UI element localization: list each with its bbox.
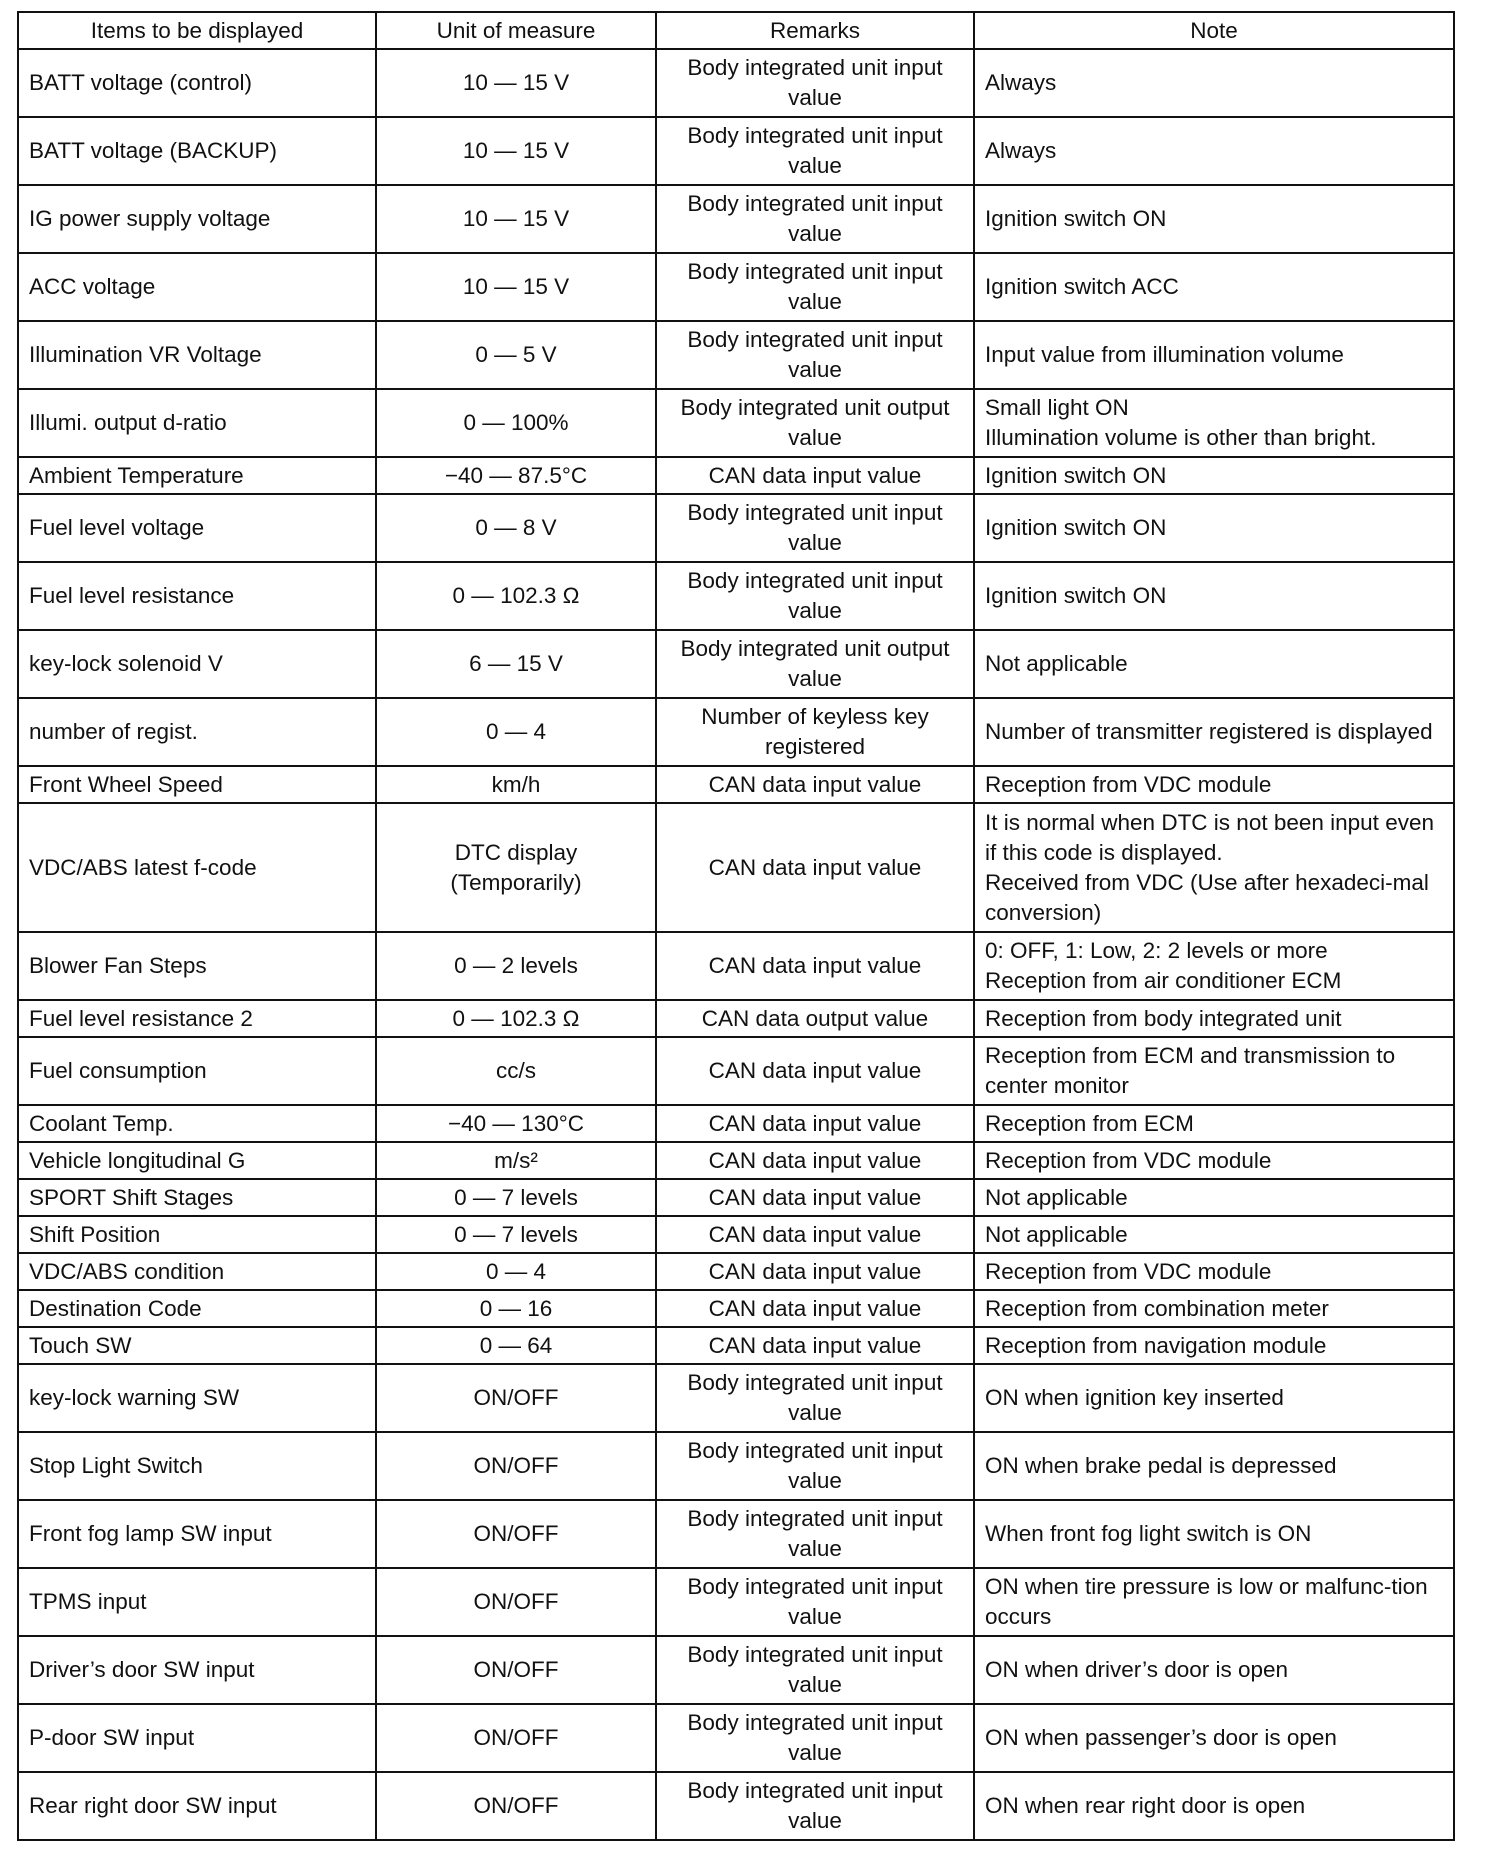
item-cell: Fuel consumption [18, 1037, 376, 1105]
note-cell: Reception from VDC module [974, 1142, 1454, 1179]
note-cell: ON when tire pressure is low or malfunc-tion occurs [974, 1568, 1454, 1636]
note-cell: Reception from body integrated unit [974, 1000, 1454, 1037]
item-cell: Stop Light Switch [18, 1432, 376, 1500]
note-cell: 0: OFF, 1: Low, 2: 2 levels or more Reception from air conditioner ECM [974, 932, 1454, 1000]
unit-cell: 0 — 4 [376, 698, 656, 766]
unit-cell: km/h [376, 766, 656, 803]
item-cell: Destination Code [18, 1290, 376, 1327]
item-cell: Front Wheel Speed [18, 766, 376, 803]
item-cell: Blower Fan Steps [18, 932, 376, 1000]
table-row [18, 1568, 1454, 1636]
note-cell: Reception from combination meter [974, 1290, 1454, 1327]
remarks-cell: Body integrated unit input value [656, 117, 974, 185]
item-cell: Fuel level voltage [18, 494, 376, 562]
item-cell: IG power supply voltage [18, 185, 376, 253]
item-cell: BATT voltage (control) [18, 49, 376, 117]
note-cell: ON when driver’s door is open [974, 1636, 1454, 1704]
unit-cell: ON/OFF [376, 1636, 656, 1704]
unit-cell: 0 — 16 [376, 1290, 656, 1327]
note-cell: Input value from illumination volume [974, 321, 1454, 389]
table-row [18, 766, 1454, 803]
table-row [18, 1327, 1454, 1364]
remarks-cell: CAN data input value [656, 766, 974, 803]
remarks-cell: CAN data input value [656, 1327, 974, 1364]
table-row [18, 630, 1454, 698]
table-row [18, 932, 1454, 1000]
table-header-row [18, 12, 1454, 49]
table-row [18, 1290, 1454, 1327]
note-cell: Ignition switch ON [974, 494, 1454, 562]
remarks-cell: Body integrated unit input value [656, 1636, 974, 1704]
note-cell: Ignition switch ACC [974, 253, 1454, 321]
table-row [18, 562, 1454, 630]
unit-cell: 0 — 2 levels [376, 932, 656, 1000]
note-cell: Not applicable [974, 1179, 1454, 1216]
remarks-cell: Body integrated unit input value [656, 1568, 974, 1636]
remarks-cell: Body integrated unit input value [656, 1432, 974, 1500]
unit-cell: 0 — 8 V [376, 494, 656, 562]
header-remarks: Remarks [656, 12, 974, 49]
item-cell: VDC/ABS condition [18, 1253, 376, 1290]
table-row [18, 457, 1454, 494]
table-row [18, 1772, 1454, 1840]
unit-cell: 0 — 4 [376, 1253, 656, 1290]
remarks-cell: Body integrated unit output value [656, 630, 974, 698]
unit-cell: 0 — 64 [376, 1327, 656, 1364]
remarks-cell: CAN data input value [656, 457, 974, 494]
item-cell: Vehicle longitudinal G [18, 1142, 376, 1179]
unit-cell: −40 — 87.5°C [376, 457, 656, 494]
note-cell: Reception from VDC module [974, 766, 1454, 803]
unit-cell: ON/OFF [376, 1500, 656, 1568]
note-cell: ON when ignition key inserted [974, 1364, 1454, 1432]
note-cell: Not applicable [974, 1216, 1454, 1253]
unit-cell: ON/OFF [376, 1432, 656, 1500]
note-cell: Not applicable [974, 630, 1454, 698]
item-cell: Ambient Temperature [18, 457, 376, 494]
note-cell: Ignition switch ON [974, 562, 1454, 630]
item-cell: key-lock warning SW [18, 1364, 376, 1432]
note-cell: Ignition switch ON [974, 185, 1454, 253]
item-cell: Shift Position [18, 1216, 376, 1253]
note-cell: When front fog light switch is ON [974, 1500, 1454, 1568]
table-row [18, 185, 1454, 253]
item-cell: key-lock solenoid V [18, 630, 376, 698]
remarks-cell: Body integrated unit input value [656, 1364, 974, 1432]
item-cell: Coolant Temp. [18, 1105, 376, 1142]
item-cell: ACC voltage [18, 253, 376, 321]
remarks-cell: CAN data input value [656, 932, 974, 1000]
remarks-cell: Body integrated unit input value [656, 1772, 974, 1840]
table-row [18, 1432, 1454, 1500]
unit-cell: 10 — 15 V [376, 253, 656, 321]
table-row [18, 1704, 1454, 1772]
remarks-cell: Body integrated unit input value [656, 185, 974, 253]
remarks-cell: CAN data output value [656, 1000, 974, 1037]
item-cell: VDC/ABS latest f-code [18, 803, 376, 932]
remarks-cell: Body integrated unit input value [656, 562, 974, 630]
item-cell: SPORT Shift Stages [18, 1179, 376, 1216]
header-unit: Unit of measure [376, 12, 656, 49]
data-monitor-table [17, 11, 1455, 1841]
unit-cell: 0 — 7 levels [376, 1179, 656, 1216]
table-row [18, 1364, 1454, 1432]
unit-cell: cc/s [376, 1037, 656, 1105]
table-row [18, 117, 1454, 185]
remarks-cell: Body integrated unit input value [656, 321, 974, 389]
note-cell: ON when rear right door is open [974, 1772, 1454, 1840]
unit-cell: 0 — 102.3 Ω [376, 562, 656, 630]
unit-cell: 6 — 15 V [376, 630, 656, 698]
note-cell: ON when brake pedal is depressed [974, 1432, 1454, 1500]
table-row [18, 494, 1454, 562]
remarks-cell: CAN data input value [656, 1216, 974, 1253]
table-row [18, 1000, 1454, 1037]
note-cell: Reception from navigation module [974, 1327, 1454, 1364]
table-row [18, 1636, 1454, 1704]
header-note: Note [974, 12, 1454, 49]
note-cell: Reception from ECM [974, 1105, 1454, 1142]
table-row [18, 1179, 1454, 1216]
unit-cell: 10 — 15 V [376, 117, 656, 185]
note-cell: It is normal when DTC is not been input even if this code is displayed. Received from VDC (Use after hexadeci-mal conversion) [974, 803, 1454, 932]
item-cell: number of regist. [18, 698, 376, 766]
unit-cell: DTC display (Temporarily) [376, 803, 656, 932]
unit-cell: ON/OFF [376, 1568, 656, 1636]
item-cell: P-door SW input [18, 1704, 376, 1772]
table-row [18, 253, 1454, 321]
remarks-cell: CAN data input value [656, 1105, 974, 1142]
remarks-cell: CAN data input value [656, 1179, 974, 1216]
table-row [18, 1142, 1454, 1179]
note-cell: Always [974, 117, 1454, 185]
note-cell: Number of transmitter registered is displayed [974, 698, 1454, 766]
remarks-cell: CAN data input value [656, 1290, 974, 1327]
remarks-cell: Body integrated unit input value [656, 1500, 974, 1568]
table-row [18, 803, 1454, 932]
remarks-cell: Body integrated unit input value [656, 253, 974, 321]
remarks-cell: Number of keyless key registered [656, 698, 974, 766]
item-cell: Rear right door SW input [18, 1772, 376, 1840]
remarks-cell: CAN data input value [656, 1142, 974, 1179]
unit-cell: 0 — 7 levels [376, 1216, 656, 1253]
table-row [18, 1105, 1454, 1142]
note-cell: Reception from VDC module [974, 1253, 1454, 1290]
unit-cell: −40 — 130°C [376, 1105, 656, 1142]
note-cell: Small light ON Illumination volume is other than bright. [974, 389, 1454, 457]
table-body [18, 49, 1454, 1840]
table-row [18, 49, 1454, 117]
remarks-cell: CAN data input value [656, 803, 974, 932]
item-cell: Driver’s door SW input [18, 1636, 376, 1704]
item-cell: Fuel level resistance [18, 562, 376, 630]
remarks-cell: CAN data input value [656, 1253, 974, 1290]
table-row [18, 698, 1454, 766]
item-cell: Front fog lamp SW input [18, 1500, 376, 1568]
item-cell: Fuel level resistance 2 [18, 1000, 376, 1037]
unit-cell: 0 — 100% [376, 389, 656, 457]
table-row [18, 1253, 1454, 1290]
item-cell: Illumination VR Voltage [18, 321, 376, 389]
remarks-cell: Body integrated unit input value [656, 494, 974, 562]
remarks-cell: Body integrated unit output value [656, 389, 974, 457]
header-items: Items to be displayed [18, 12, 376, 49]
remarks-cell: Body integrated unit input value [656, 1704, 974, 1772]
remarks-cell: CAN data input value [656, 1037, 974, 1105]
table-row [18, 389, 1454, 457]
note-cell: Reception from ECM and transmission to center monitor [974, 1037, 1454, 1105]
item-cell: Touch SW [18, 1327, 376, 1364]
item-cell: TPMS input [18, 1568, 376, 1636]
table-row [18, 1216, 1454, 1253]
table-row [18, 1037, 1454, 1105]
table-row [18, 1500, 1454, 1568]
table-row [18, 321, 1454, 389]
note-cell: Ignition switch ON [974, 457, 1454, 494]
unit-cell: 10 — 15 V [376, 49, 656, 117]
item-cell: Illumi. output d-ratio [18, 389, 376, 457]
unit-cell: ON/OFF [376, 1704, 656, 1772]
item-cell: BATT voltage (BACKUP) [18, 117, 376, 185]
unit-cell: 0 — 5 V [376, 321, 656, 389]
remarks-cell: Body integrated unit input value [656, 49, 974, 117]
unit-cell: m/s² [376, 1142, 656, 1179]
note-cell: ON when passenger’s door is open [974, 1704, 1454, 1772]
unit-cell: 0 — 102.3 Ω [376, 1000, 656, 1037]
unit-cell: 10 — 15 V [376, 185, 656, 253]
unit-cell: ON/OFF [376, 1364, 656, 1432]
note-cell: Always [974, 49, 1454, 117]
unit-cell: ON/OFF [376, 1772, 656, 1840]
